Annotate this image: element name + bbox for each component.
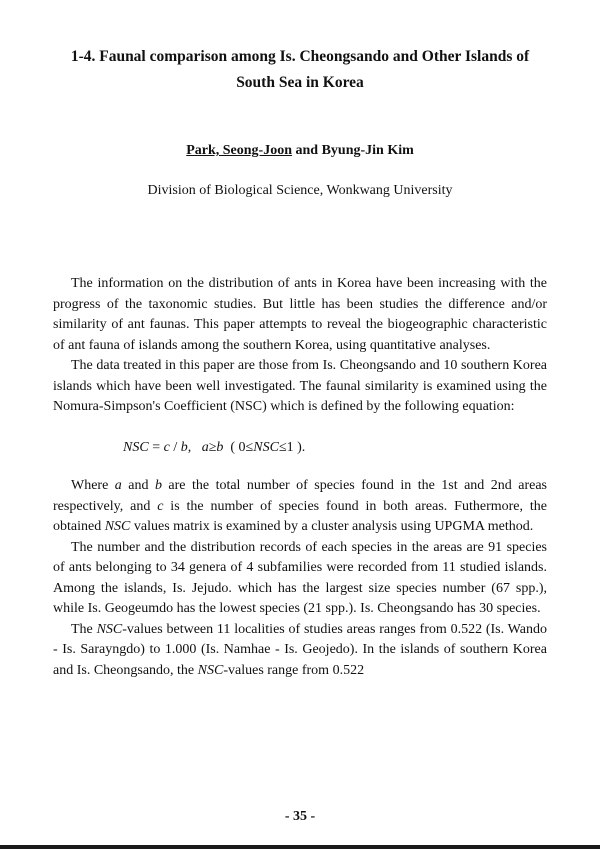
affiliation: Division of Biological Science, Wonkwang University	[147, 183, 453, 198]
abstract-body	[53, 274, 547, 681]
eq-comma: ,	[187, 439, 202, 455]
p5-the: The	[71, 621, 97, 637]
p5-nsc: NSC	[96, 621, 123, 637]
p3-where: Where	[71, 478, 115, 493]
authors	[0, 143, 600, 159]
nsc-equation	[53, 438, 547, 459]
paragraph-1: The information on the distribution of ants in Korea have been increasing with the progress of the taxonomic studies. But little has been studies the difference and/or similarity of ant faunas. This paper attempts to reveal the biogeographic characteristic of ant fauna of islands among the southern Korea, using quantitative analyses.	[53, 276, 547, 353]
p3-var-c: c	[157, 498, 164, 514]
eq-slash: /	[169, 439, 181, 455]
eq-c: c	[163, 439, 170, 455]
paragraph-5	[53, 620, 547, 682]
paper-title	[40, 44, 560, 96]
eq-paren-open: ( 0≤	[223, 439, 254, 455]
p5-text-2: -values range from 0.522	[223, 662, 365, 678]
p3-var-a: a	[114, 478, 122, 493]
p3-and: and	[121, 478, 155, 493]
p3-nsc: NSC	[104, 519, 131, 534]
eq-paren-close: ≤1 ).	[278, 439, 306, 455]
presenting-author: Park, Seong-Joon	[186, 143, 293, 158]
paragraph-2: The data treated in this paper are those from Is. Cheongsando and 10 southern Korea islands which have been well investigated. The faunal similarity is examined using the Nomura-Simpson's Coefficient (NSC) which is defined by the following equation:	[53, 358, 547, 414]
paragraph-3	[53, 476, 547, 538]
p3-text-3: values matrix is examined by a cluster analysis using UPGMA method.	[130, 519, 534, 534]
bottom-border	[0, 845, 600, 849]
p5-text-1: -values between 11 localities of studies areas ranges from 0.522 (Is. Wando - Is. Sarayngdo) to 1.000 (Is. Namhae - Is. Geojedo). In the islands of southern Korea and Is. Cheongsando, the	[53, 621, 547, 678]
eq-nsc: NSC	[123, 439, 149, 455]
co-author: and Byung-Jin Kim	[292, 143, 414, 158]
eq-b: b	[180, 439, 188, 455]
page-number: - 35 -	[284, 809, 316, 824]
p5-nsc-2: NSC	[197, 662, 224, 678]
p3-var-b: b	[154, 478, 162, 493]
title-line-2: South Sea in Korea	[236, 74, 364, 91]
eq-nsc-range: NSC	[253, 439, 279, 455]
paragraph-4: The number and the distribution records of each species in the areas are 91 species of ants belonging to 34 genera of 4 subfamilies were recorded from 11 studied islands. Among the islands, Is. Jejudo. which has the largest size species number (67 spp.), while Is. Geogeumdo has the lowest species (21 spp.). Is. Cheongsando has 30 species.	[53, 539, 547, 616]
eq-equals: =	[148, 439, 164, 455]
eq-condition: a≥b	[201, 439, 224, 455]
p3-text-2: is the number of species found in both areas. Futhermore, the obtained	[53, 498, 547, 534]
title-line-1: 1-4. Faunal comparison among Is. Cheongsando and Other Islands of	[70, 48, 530, 65]
p3-text-1: are the total number of species found in the 1st and 2nd areas respectively, and	[53, 478, 548, 514]
